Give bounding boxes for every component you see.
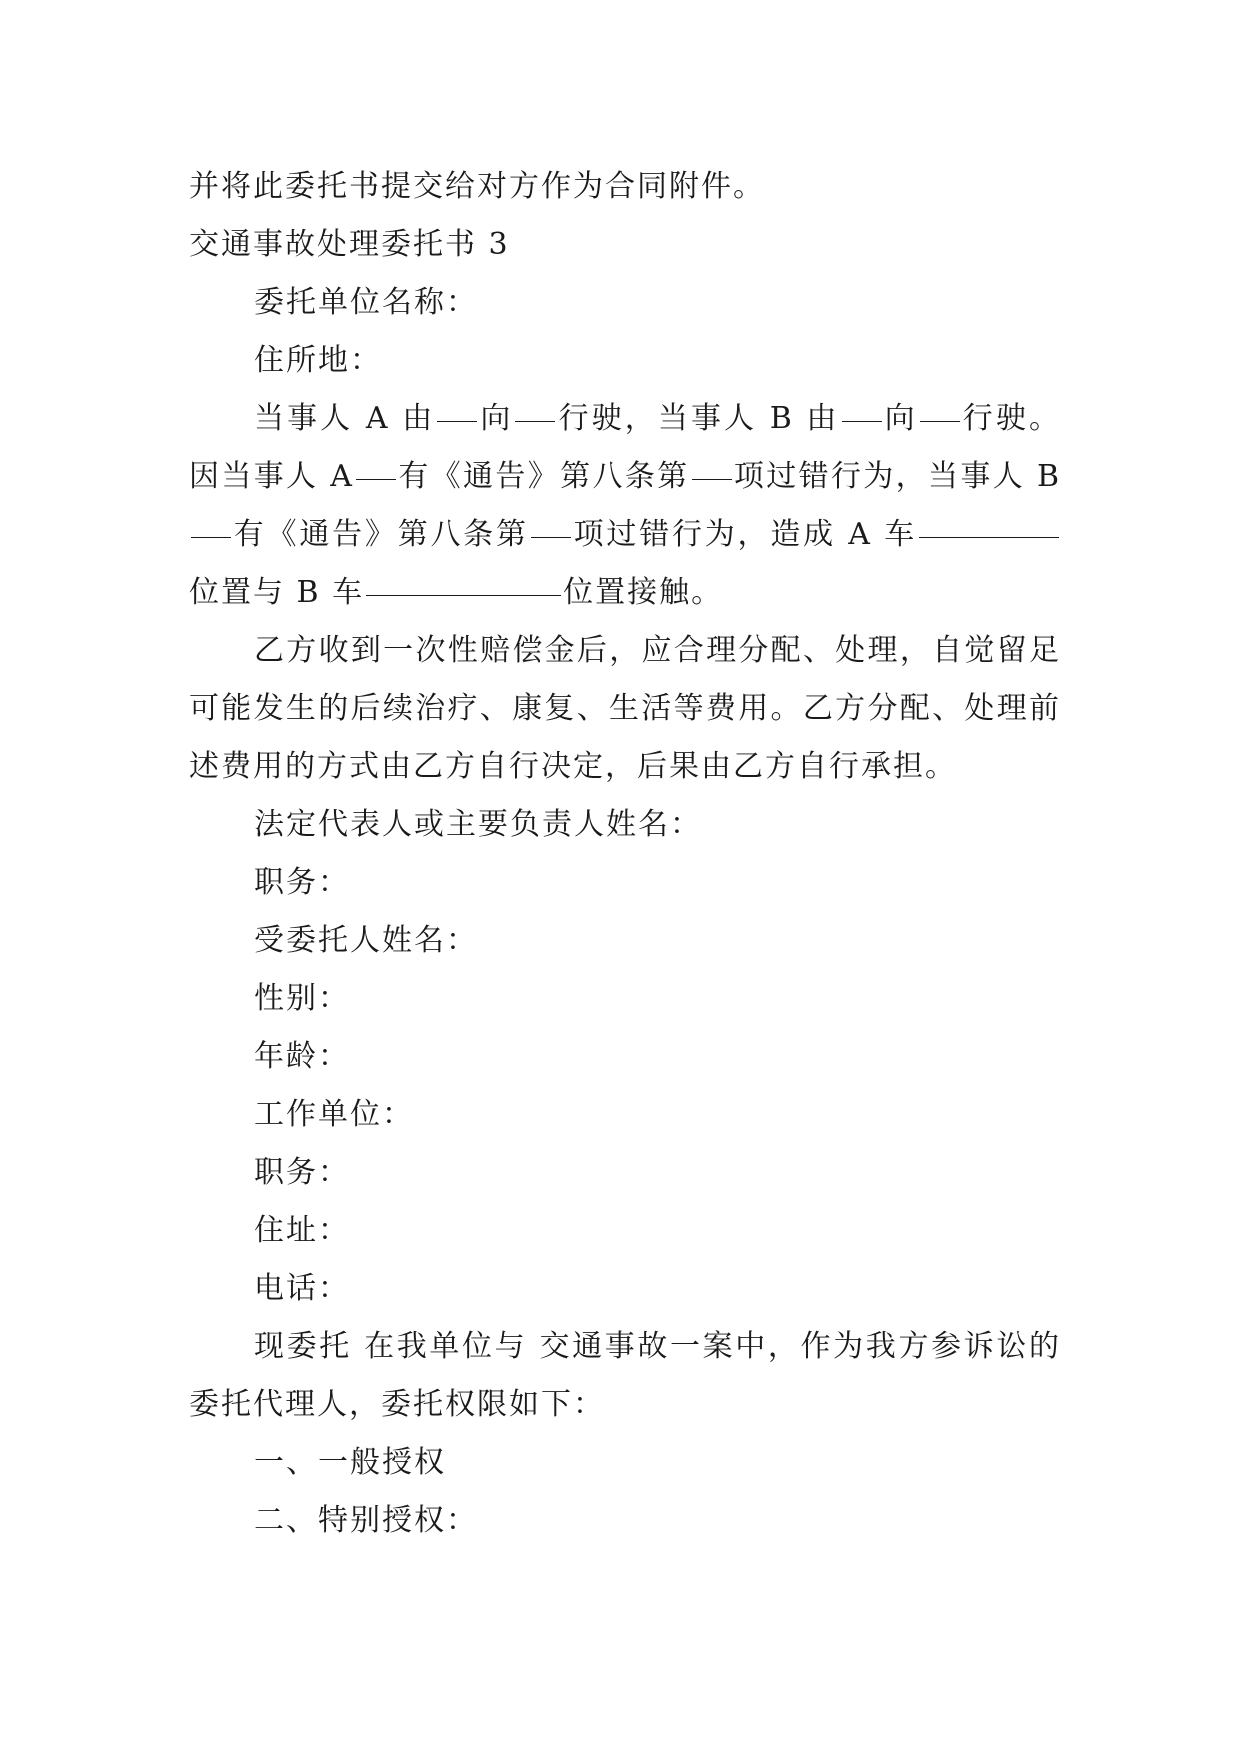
- field-agent-name: 受委托人姓名：: [254, 923, 478, 958]
- field-phone: 电话：: [254, 1271, 350, 1306]
- accident-paragraph: [189, 390, 1061, 622]
- authorization-special: 二、特别授权：: [254, 1503, 478, 1538]
- text-segment: 项过错行为，当事人 B: [733, 459, 1062, 494]
- fill-blank: [437, 391, 477, 422]
- field-entrusting-unit: 委托单位名称：: [254, 285, 478, 320]
- fill-blank: [920, 391, 960, 422]
- text-segment: 有《通告》第八条第: [233, 517, 529, 552]
- field-legal-representative: 法定代表人或主要负责人姓名：: [254, 807, 702, 842]
- mandate-paragraph: 现委托 在我单位与 交通事故一案中，作为我方参诉讼的委托代理人，委托权限如下：: [189, 1329, 1061, 1422]
- fill-blank: [515, 391, 555, 422]
- field-position: 职务：: [254, 1155, 350, 1190]
- authorization-general: 一、一般授权: [254, 1445, 446, 1480]
- section-title: 交通事故处理委托书 3: [189, 227, 510, 262]
- fill-blank: [919, 507, 1059, 538]
- field-age: 年龄：: [254, 1039, 350, 1074]
- field-gender: 性别：: [254, 981, 350, 1016]
- text-segment: 行驶，当事人 B 由: [557, 401, 840, 436]
- text-segment: 向: [479, 401, 514, 436]
- fill-blank: [191, 507, 231, 538]
- field-position: 职务：: [254, 865, 350, 900]
- fill-blank: [692, 449, 732, 480]
- field-address: 住址：: [254, 1213, 350, 1248]
- text-segment: 位置接触。: [563, 575, 724, 610]
- text-segment: 当事人 A 由: [254, 401, 436, 436]
- compensation-paragraph: 乙方收到一次性赔偿金后，应合理分配、处理，自觉留足可能发生的后续治疗、康复、生活等费用。乙方分配、处理前述费用的方式由乙方自行决定，后果由乙方自行承担。: [189, 633, 1061, 784]
- document-body: [189, 158, 1061, 1550]
- text-segment: 位置与 B 车: [189, 575, 365, 610]
- fill-blank: [842, 391, 882, 422]
- field-domicile: 住所地：: [254, 343, 382, 378]
- fill-blank: [366, 565, 561, 596]
- field-workplace: 工作单位：: [254, 1097, 414, 1132]
- text-segment: 行驶。因当事人 A: [189, 401, 1061, 494]
- text-segment: 有《通告》第八条第: [397, 459, 690, 494]
- fill-blank: [531, 507, 571, 538]
- text-line: 并将此委托书提交给对方作为合同附件。: [189, 169, 765, 204]
- fill-blank: [356, 449, 396, 480]
- text-segment: 项过错行为，造成 A 车: [572, 517, 917, 552]
- text-segment: 向: [883, 401, 918, 436]
